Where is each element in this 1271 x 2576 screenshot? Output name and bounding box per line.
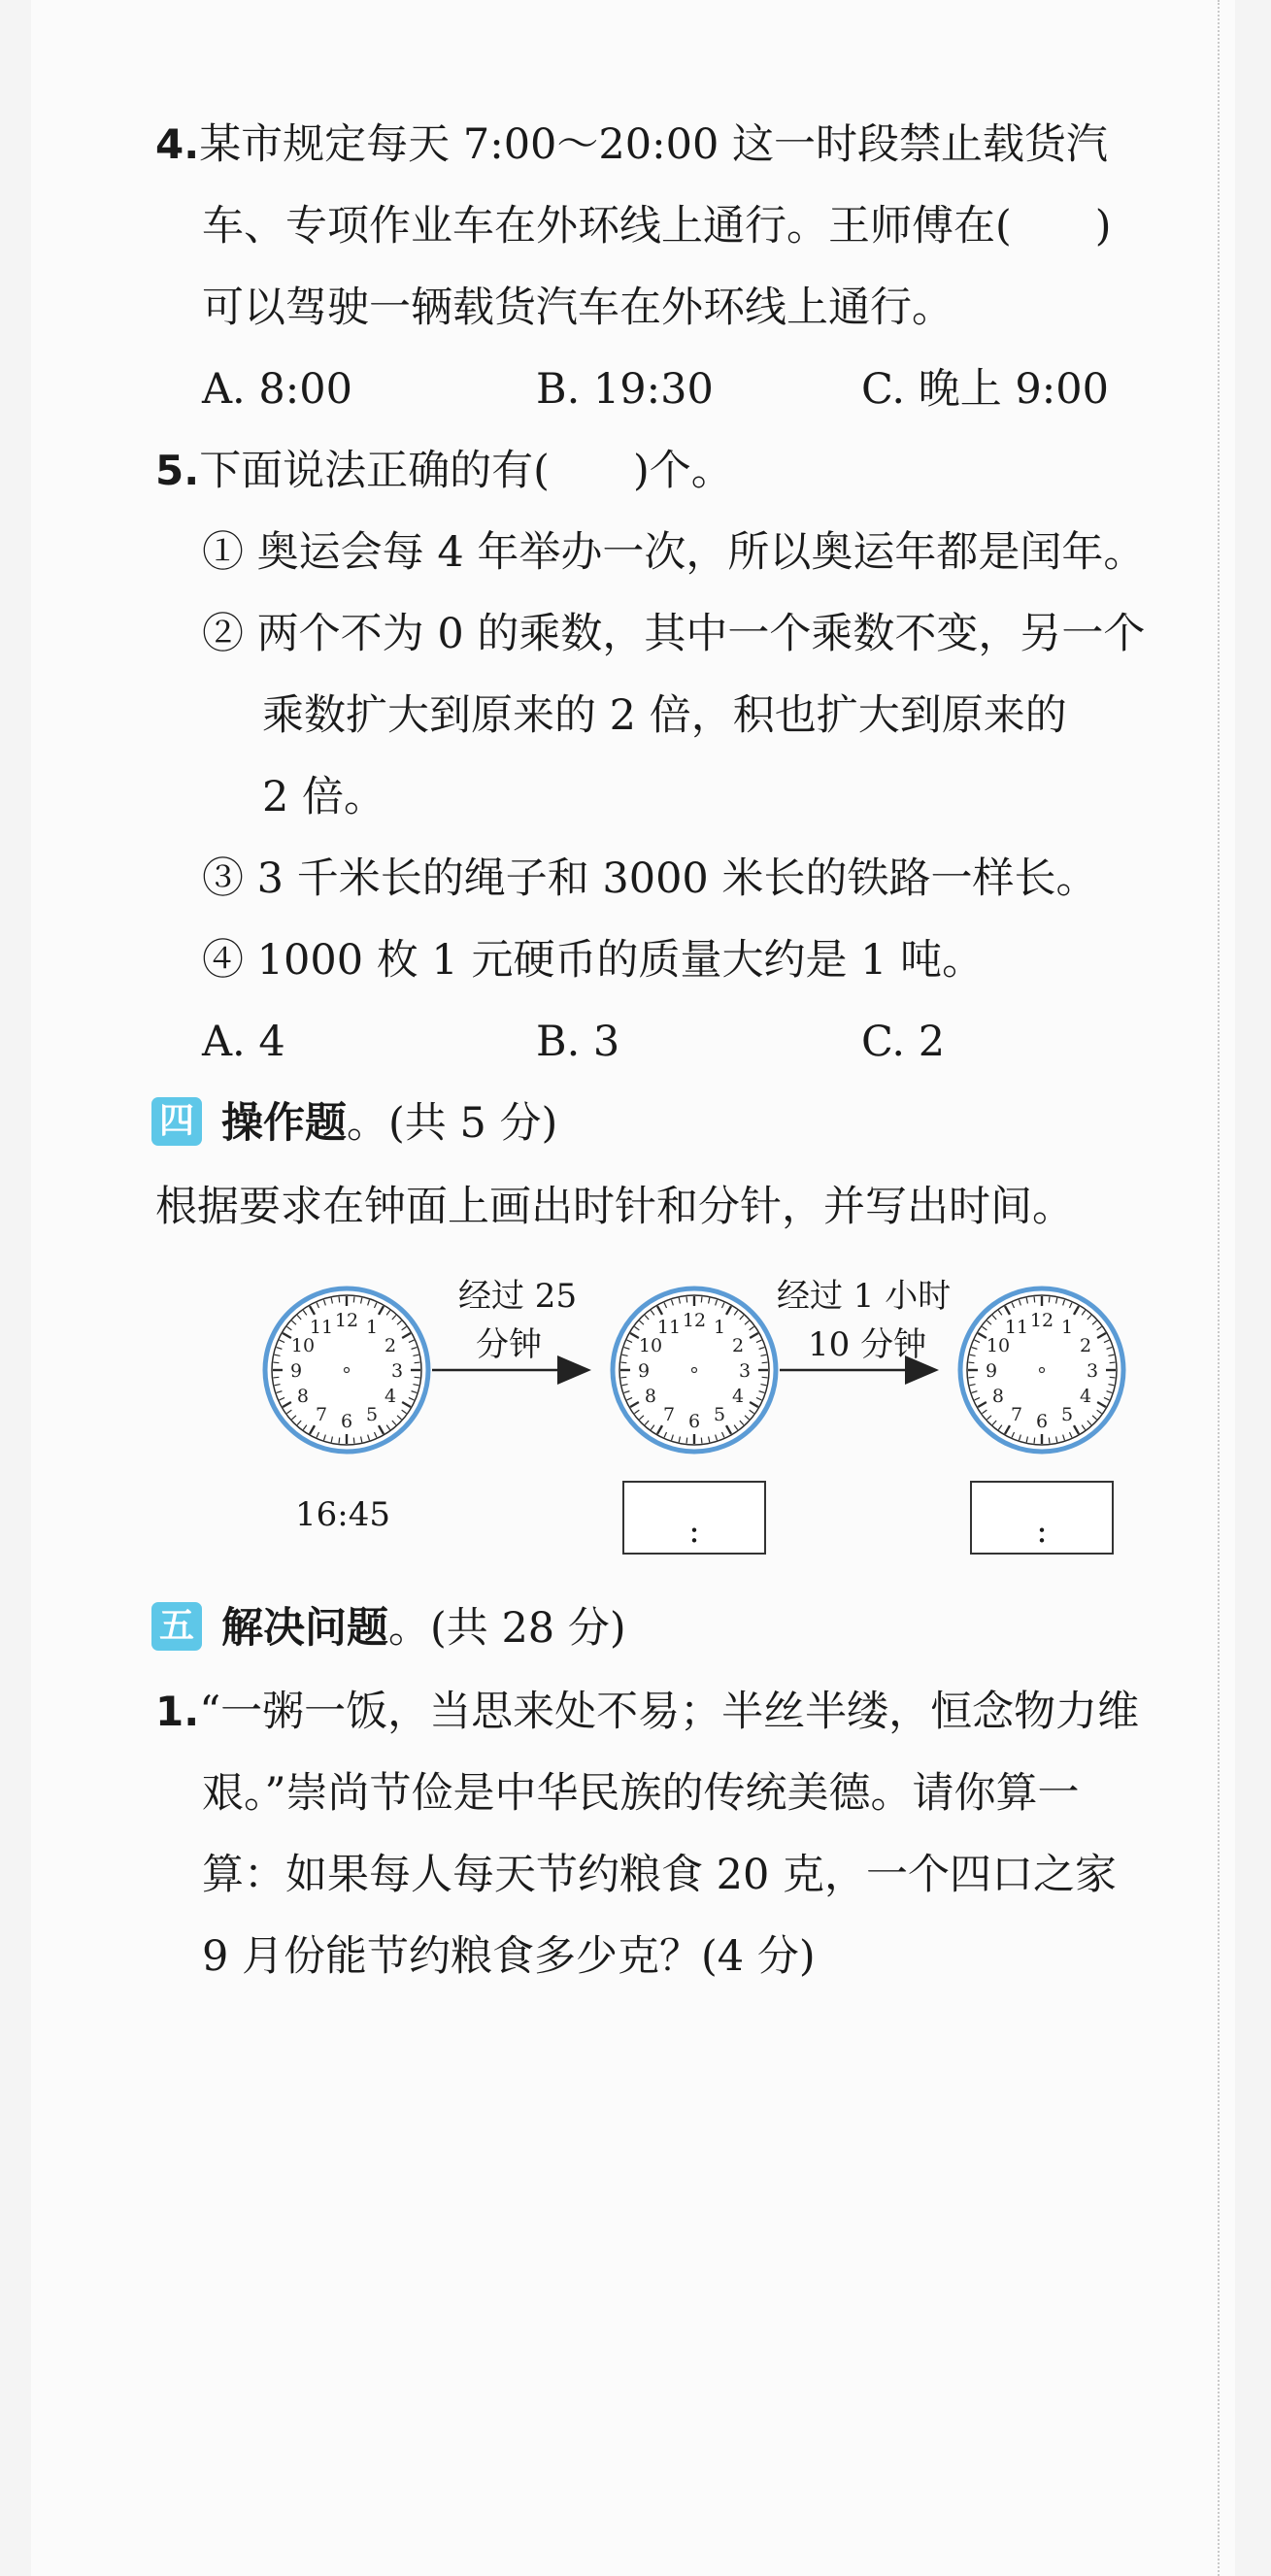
clock-numeral: 11: [1004, 1316, 1029, 1338]
q5-option-c: C. 2: [861, 1018, 946, 1066]
arrow-1-label-line-2: 分钟: [476, 1325, 542, 1364]
section-5-heading: [221, 1604, 626, 1653]
clock-numeral: 8: [296, 1386, 310, 1407]
minute-tick: [339, 1438, 340, 1444]
clock-numeral: 2: [1079, 1335, 1092, 1356]
minute-tick: [968, 1377, 974, 1378]
q4-option-a: A. 8:00: [202, 365, 352, 414]
clock-numeral: 7: [662, 1404, 676, 1426]
clock-numeral: 2: [384, 1335, 397, 1356]
section-5-title: 解决问题: [221, 1604, 388, 1653]
q5-statement-4: ④ 1000 枚 1 元硬币的质量大约是 1 吨。: [202, 936, 985, 985]
section-4-instruction: 根据要求在钟面上画出时针和分针，并写出时间。: [155, 1183, 1074, 1231]
clock-numeral: 8: [991, 1386, 1005, 1407]
q4-option-b: B. 19:30: [536, 365, 714, 414]
minute-tick: [1110, 1377, 1116, 1378]
clock-numeral: 12: [1029, 1310, 1054, 1331]
section-5-points: 。(共 28 分): [388, 1604, 626, 1653]
clock-numeral: 5: [713, 1404, 726, 1426]
arrow-2-label-line-2: 10 分钟: [808, 1325, 927, 1364]
section-4-badge: 四: [151, 1097, 202, 1146]
clock-numeral: 11: [309, 1316, 334, 1338]
clock-numeral: 4: [384, 1386, 397, 1407]
clock-numeral: 7: [1010, 1404, 1023, 1426]
clock-face-svg: [956, 1285, 1127, 1455]
worksheet-page: [31, 0, 1235, 2576]
minute-tick: [686, 1296, 687, 1302]
clock-numeral: 4: [1079, 1386, 1092, 1407]
arrow-1-label-line-1: 经过 25: [458, 1277, 578, 1316]
section-5-badge: 五: [151, 1602, 202, 1651]
minute-tick: [1049, 1438, 1050, 1444]
clock-numeral: 10: [638, 1335, 663, 1356]
minute-tick: [353, 1296, 354, 1302]
q5-option-a: A. 4: [202, 1018, 285, 1066]
clock-2[interactable]: [609, 1285, 780, 1455]
minute-tick: [686, 1438, 687, 1444]
q5-statement-3: ③ 3 千米长的绳子和 3000 米长的铁路一样长。: [202, 854, 1098, 903]
clock-numeral: 3: [1086, 1360, 1099, 1382]
minute-tick: [1110, 1362, 1116, 1363]
minute-tick: [415, 1362, 420, 1363]
clock-numeral: 9: [289, 1360, 303, 1382]
minute-tick: [339, 1296, 340, 1302]
s5-q1-line-2: 艰。”崇尚节俭是中华民族的传统美德。请你算一: [202, 1769, 1080, 1818]
q5-statement-2-line-2: 乘数扩大到原来的 2 倍，积也扩大到原来的: [262, 691, 1067, 740]
clock-numeral: 10: [986, 1335, 1011, 1356]
s5-q1-line-4: 9 月份能节约粮食多少克？(4 分): [202, 1932, 816, 1981]
clock-numeral: 10: [290, 1335, 316, 1356]
clock-3[interactable]: [956, 1285, 1127, 1455]
minute-tick: [415, 1377, 420, 1378]
fold-dotted-line: [1218, 0, 1220, 2576]
clock-numeral: 1: [713, 1316, 726, 1338]
minute-tick: [1034, 1438, 1035, 1444]
section-4-points: 。(共 5 分): [347, 1099, 558, 1148]
q4-number: 4.: [155, 120, 200, 168]
start-time-label: 16:45: [295, 1495, 390, 1534]
s5-q1-number: 1.: [155, 1688, 200, 1735]
clock-numeral: 3: [738, 1360, 752, 1382]
clock-numeral: 5: [365, 1404, 379, 1426]
clock-numeral: 11: [656, 1316, 682, 1338]
clock-numeral: 6: [1035, 1411, 1049, 1432]
q5-stem: 下面说法正确的有( )个。: [199, 447, 733, 495]
minute-tick: [1034, 1296, 1035, 1302]
s5-q1-text-1: “一粥一饭，当思来处不易；半丝半缕，恒念物力维: [199, 1688, 1140, 1736]
clock-numeral: 5: [1060, 1404, 1074, 1426]
clock-numeral: 8: [644, 1386, 657, 1407]
q4-option-c: C. 晚上 9:00: [861, 365, 1109, 414]
minute-tick: [620, 1377, 626, 1378]
clock-numeral: 6: [687, 1411, 701, 1432]
minute-tick: [620, 1362, 626, 1363]
minute-tick: [701, 1438, 702, 1444]
minute-tick: [273, 1377, 279, 1378]
minute-tick: [273, 1362, 279, 1363]
clock-numeral: 7: [315, 1404, 328, 1426]
minute-tick: [762, 1362, 768, 1363]
q5-number: 5.: [155, 447, 200, 494]
s5-q1-line-3: 算：如果每人每天节约粮食 20 克，一个四口之家: [202, 1851, 1118, 1899]
minute-tick: [701, 1296, 702, 1302]
minute-tick: [968, 1362, 974, 1363]
clock-face-svg: [261, 1285, 432, 1455]
q4-line-3: 可以驾驶一辆载货汽车在外环线上通行。: [202, 284, 953, 332]
q5-statement-2-line-3: 2 倍。: [262, 773, 386, 821]
clock-numeral: 3: [390, 1360, 404, 1382]
clock-numeral: 2: [731, 1335, 745, 1356]
arrow-2-label-line-1: 经过 1 小时: [777, 1277, 952, 1316]
clock-face-svg: [609, 1285, 780, 1455]
minute-tick: [762, 1377, 768, 1378]
clock-numeral: 12: [682, 1310, 707, 1331]
clock-numeral: 6: [340, 1411, 353, 1432]
section-4-title: 操作题: [221, 1099, 347, 1148]
clock-numeral: 9: [637, 1360, 651, 1382]
q4-line-2: 车、专项作业车在外环线上通行。王师傅在( ): [202, 202, 1112, 251]
minute-tick: [1049, 1296, 1050, 1302]
clock-1[interactable]: [261, 1285, 432, 1455]
s5-q1-line-1: [155, 1688, 1140, 1736]
q4-text-1: 某市规定每天 7:00～20:00 这一时段禁止载货汽: [199, 120, 1109, 169]
clock-numeral: 1: [365, 1316, 379, 1338]
q5-statement-1: ① 奥运会每 4 年举办一次，所以奥运年都是闰年。: [202, 528, 1146, 577]
answer-box-1[interactable]: :: [622, 1481, 766, 1555]
clock-numeral: 1: [1060, 1316, 1074, 1338]
clock-numeral: 9: [985, 1360, 998, 1382]
minute-tick: [353, 1438, 354, 1444]
answer-box-2[interactable]: :: [970, 1481, 1114, 1555]
clock-numeral: 4: [731, 1386, 745, 1407]
clock-numeral: 12: [334, 1310, 359, 1331]
q5-statement-2-line-1: ② 两个不为 0 的乘数，其中一个乘数不变，另一个: [202, 610, 1146, 658]
q5-option-b: B. 3: [536, 1018, 620, 1066]
